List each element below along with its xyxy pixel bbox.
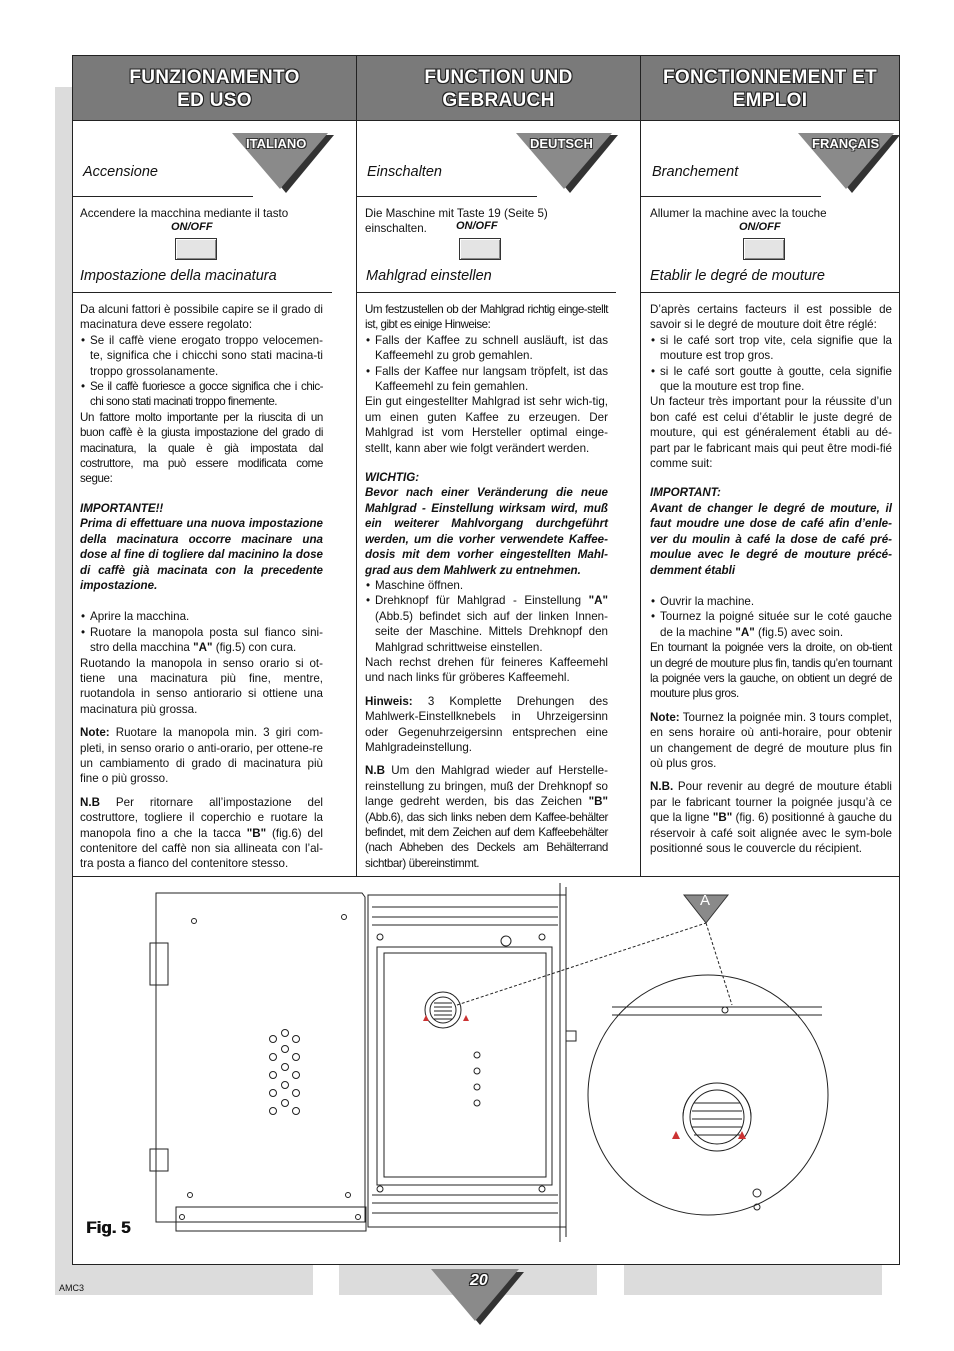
onoff-button-icon <box>743 238 785 260</box>
nb-paragraph <box>365 763 608 871</box>
header-line: FUNCTION UND <box>424 67 573 88</box>
paragraph: En tournant la poignée vers la droite, on ob-tient un degré de mouture plus fin, tandis qu’en tournant la poignée vers la gauche, on obtient un degré de mouture plus gros. <box>650 641 892 701</box>
onoff-button-icon <box>459 238 501 260</box>
section-rule <box>356 196 537 197</box>
section-rule <box>640 292 900 293</box>
note-paragraph <box>80 725 323 787</box>
text-span: Per ritornare all’impostazione del costruttore, togliere il coperchio e ruotare la manopola fino a che la tacca <box>80 795 323 840</box>
column-header <box>356 55 641 121</box>
list-item: • Aprire la macchina. <box>90 609 323 624</box>
column-header <box>640 55 900 121</box>
section-title: Branchement <box>652 164 739 180</box>
paragraph: Nach rechst drehen für feineres Kaffeemehl und nach links für gröberes Kaffeemehl. <box>365 655 608 685</box>
machine-figure <box>72 877 900 1264</box>
paragraph: Un fattore molto importante per la riuscita di un buon caffè è la giusta impostazione del grado di macinatura, la quale è già impostata dal costruttore, ma può essere modificata come segue: <box>80 410 323 486</box>
column-body <box>365 302 608 871</box>
text-span: "B" <box>246 826 267 840</box>
paragraph: Da alcuni fattori è possibile capire se il grado di macinatura deve essere regolato: <box>80 303 323 332</box>
important-text: Avant de changer le degré de mouture, il faut moudre une dose de café afin d’enle-ver du moulin à café la dose de café pré-moulue avec le degré de mouture précé-demment établi <box>650 501 892 577</box>
header-line: ED USO <box>177 90 252 111</box>
language-label: ITALIANO <box>246 136 307 151</box>
nb-paragraph <box>80 795 323 872</box>
bullet-list <box>80 333 323 410</box>
text-span: (fig. 6) positionné à gauche du réservoir à café soit alignée avec le sym-bole positionné sous le couvercle du récipient. <box>650 811 892 855</box>
text-span: "A" <box>735 625 755 639</box>
note-text: Tournez la poignée min. 3 tours complet, en sens horaire où anti-horaire, pour obtenir un changement de degré de mouture plus fin où plus gros. <box>650 710 892 770</box>
onoff-label: ON/OFF <box>739 221 781 233</box>
important-title: IMPORTANTE!! <box>80 501 164 515</box>
paragraph: Un facteur très important pour la réussite d’un bon café est celui d’établir le juste degré de mouture, qui est généralement établi au dé-part par le fabricant mais qui peut être modi-fié comme suit: <box>650 395 892 471</box>
list-item <box>375 593 608 655</box>
onoff-label: ON/OFF <box>456 220 498 232</box>
text-span: "A" <box>193 641 213 655</box>
bullet-list <box>365 333 608 395</box>
section-title: Mahlgrad einstellen <box>366 268 492 284</box>
section-title: Etablir le degré de mouture <box>650 268 825 284</box>
onoff-button-icon <box>175 238 217 260</box>
section-text: Accendere la macchina mediante il tasto <box>80 207 289 220</box>
text-span: Tournez la poigné située sur le coté gauche de la machine <box>660 610 892 639</box>
column-body <box>80 302 323 872</box>
onoff-label: ON/OFF <box>171 221 213 233</box>
text-span: (fig.6) del contenitore del caffè non sia allineata con l’al-tra posta a fianco del contenitore stesso. <box>80 826 323 871</box>
column-body <box>650 302 892 856</box>
text-span: (fig.5) avec soin. <box>754 625 844 639</box>
important-title: IMPORTANT: <box>650 486 721 500</box>
text-span: "A" <box>588 594 608 608</box>
section-rule <box>356 292 616 293</box>
header-line: FONCTIONNEMENT ET <box>662 67 878 88</box>
important-text: Prima di effettuare una nuova impostazione della macinatura occorre macinare una dose al fine di togliere dal macinino la dose di caffè già macinata con la precedente impostazione. <box>80 517 323 592</box>
note-text: 3 Komplette Drehungen des Mahlwerk-Einstellknebels in Uhrzeigersinn oder Gegenuhrzeigersinn entsprechen eine Mahlgradeinstellung. <box>365 694 608 754</box>
text-span: "B" <box>712 811 733 825</box>
section-title: Impostazione della macinatura <box>80 268 277 284</box>
column-divider <box>640 55 641 877</box>
bullet-list <box>80 609 323 655</box>
important-title: WICHTIG: <box>365 471 420 485</box>
text-span: (Abb.5) befindet sich auf der linken Innen-seite der Maschine. Mittels Drehknopf den Mahlgrad schrittweise einstellen. <box>375 609 608 654</box>
list-item: • Ouvrir la machine. <box>660 594 892 609</box>
list-item: • si le café sort trop vite, cela signifie que la mouture est trop gros. <box>660 333 892 364</box>
important-text: Bevor nach einer Veränderung die neue Mahlgrad - Einstellung wirksam wird, muß ein weiterer Mahlvorgang durchgeführt werden, um die vorher verwendete Kaffee-dosis mit dem vorher eingestellten Mahl-grad aus dem Mahlwerk zu entnehmen. <box>365 486 608 577</box>
list-item: • Maschine öffnen. <box>375 578 608 593</box>
bullet-list <box>650 594 892 640</box>
note-paragraph <box>650 710 892 772</box>
paragraph: Um festzustellen ob der Mahlgrad richtig einge-stellt ist, gibt es einige Hinweise: <box>365 303 608 332</box>
section-rule <box>72 196 253 197</box>
column-header <box>72 55 357 121</box>
paragraph: D’après certains facteurs il est possible de savoir si le degré de mouture doit être réglé: <box>650 303 892 332</box>
section-text: Die Maschine mit Taste 19 (Seite 5) einschalten. <box>365 207 548 236</box>
figure-callout-label: A <box>700 892 711 909</box>
language-label: DEUTSCH <box>530 136 593 151</box>
section-rule <box>72 292 332 293</box>
section-rule <box>640 196 821 197</box>
column-divider <box>356 55 357 877</box>
list-item: • Falls der Kaffee nur langsam tröpfelt, ist das Kaffeemehl zu fein gemahlen. <box>375 364 608 395</box>
paragraph: Ein gut eingestellter Mahlgrad ist sehr wich-tig, um einen guten Kaffee zu erzeugen. Der Mahlgrad ist vom Hersteller optimal einge-stellt, kann aber wie folgt verändert werden. <box>365 395 608 455</box>
nb-label: N.B <box>365 764 385 778</box>
list-item: • Se il caffè fuoriesce a gocce significa che i chic-chi sono stati macinati troppo finemente. <box>90 379 323 410</box>
header-line: FUNZIONAMENTO <box>129 67 300 88</box>
section-title: Einschalten <box>367 164 442 180</box>
bullet-list <box>365 578 608 655</box>
list-item: • si le café sort goutte à goutte, cela signifie que la mouture est trop fine. <box>660 364 892 395</box>
nb-label: N.B. <box>650 780 674 794</box>
header-line: EMPLOI <box>732 90 808 111</box>
text-span: Um den Mahlgrad wieder auf Herstelle-reinstellung zu bringen, muß der Drehknopf so lange gedreht werden, bis das Zeichen <box>365 764 608 809</box>
page-number: 20 <box>470 1272 488 1289</box>
text-span: (fig.5) con cura. <box>212 641 297 655</box>
paragraph: Ruotando la manopola in senso orario si ot-tiene una macinatura più fine, mentre, ruotandola in senso antiorario si ottiene una macinatura più grossa. <box>80 656 323 716</box>
note-text: Ruotare la manopola min. 3 giri com-pleti, in senso orario o anti-orario, per ottene-re un cambiamento di grado di macinatura più fine o più grosso. <box>80 726 323 786</box>
list-item: • Se il caffè viene erogato troppo velocemen-te, significa che i chicchi sono stati macina-ti troppo grossolanamente. <box>90 333 323 379</box>
text-span: Ruotare la manopola posta sul fianco sini-stro della macchina <box>90 625 323 655</box>
list-item: • Falls der Kaffee zu schnell ausläuft, ist das Kaffeemehl zu grob gemahlen. <box>375 333 608 364</box>
note-label: Hinweis: <box>365 694 413 708</box>
list-item <box>90 625 323 656</box>
section-text: Allumer la machine avec la touche <box>650 207 827 220</box>
document-code: AMC3 <box>59 1283 85 1293</box>
bullet-list <box>650 333 892 395</box>
section-title: Accensione <box>83 164 158 180</box>
text-span: Drehknopf für Mahlgrad - Einstellung <box>375 594 589 608</box>
text-span: "B" <box>588 795 608 809</box>
note-label: Note: <box>80 726 110 740</box>
text-span: (Abb.6), das sich links neben dem Kaffee-behälter befindet, mit dem Zeichen auf dem Kaffeebehälter (nach Abheben des Deckels am Behälterrand sichtbar) übereinstimmt. <box>365 810 608 870</box>
figure-label: Fig. 5 <box>86 1218 131 1237</box>
list-item <box>660 609 892 640</box>
note-paragraph <box>365 694 608 756</box>
nb-label: N.B <box>80 795 100 809</box>
nb-paragraph <box>650 779 892 856</box>
text-span: Pour revenir au degré de mouture établi par le fabricant tourner la poignée jusqu’à ce que la ligne <box>650 780 892 825</box>
note-label: Note: <box>650 710 680 724</box>
language-label: FRANÇAIS <box>812 136 880 151</box>
header-line: GEBRAUCH <box>442 90 555 111</box>
